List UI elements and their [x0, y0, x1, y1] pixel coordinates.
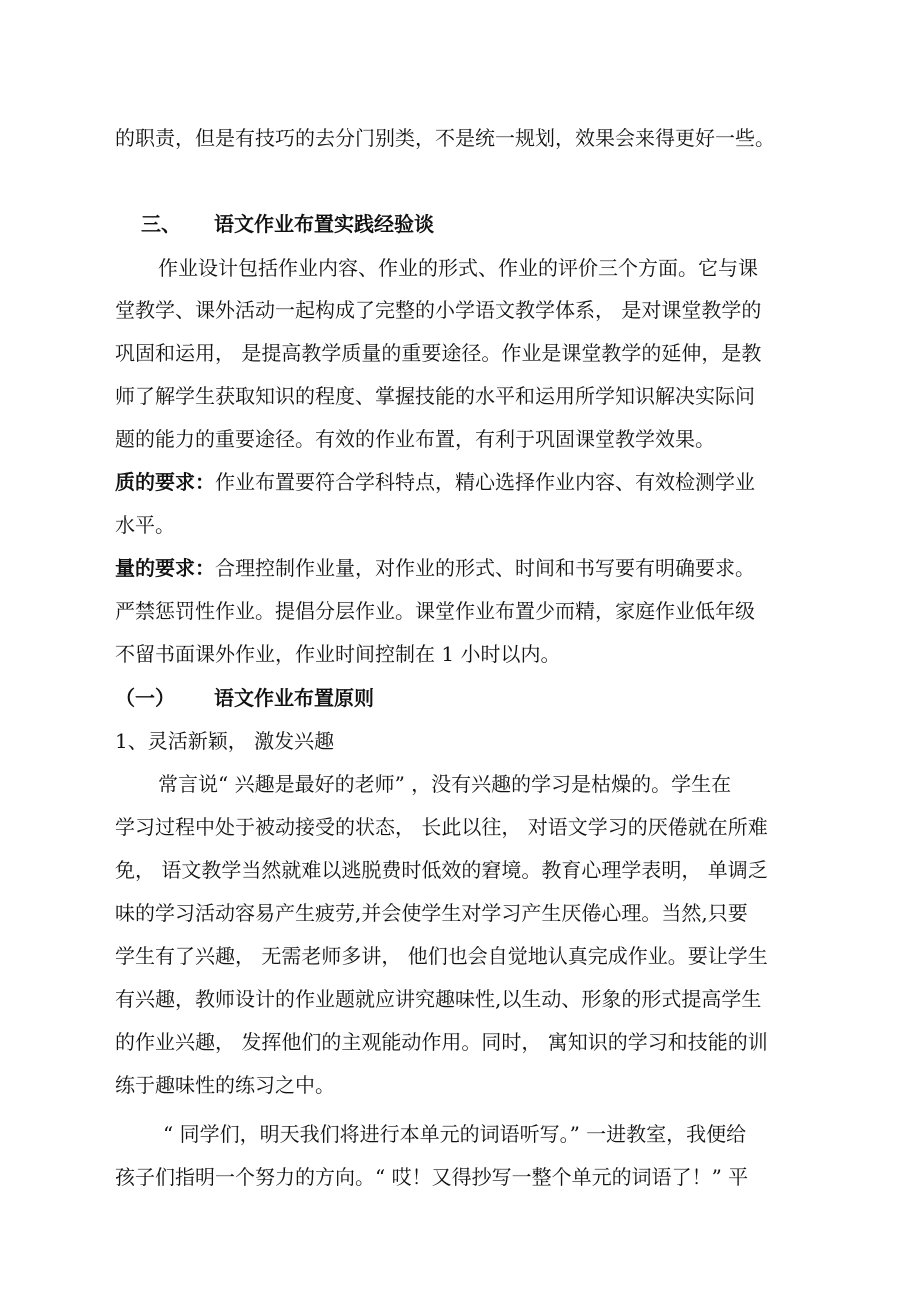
section-title: 语文作业布置实践经验谈 — [214, 212, 434, 236]
quality-text: 作业布置要符合学科特点，精心选择作业内容、有效检测学业 — [215, 470, 755, 494]
carryover-line: 的职责，但是有技巧的去分门别类，不是统一规划，效果会来得更好一些。 — [115, 126, 775, 150]
quantity-requirement — [115, 554, 755, 582]
paragraph-line: 水平。 — [115, 513, 175, 537]
quantity-label: 量的要求： — [115, 556, 215, 580]
paragraph-line: 味的学习活动容易产生疲劳,并会使学生对学习产生厌倦心理。当然,只要 — [115, 901, 748, 925]
paragraph-line: “ 同学们，明天我们将进行本单元的词语听写。” 一进教室，我便给 — [163, 1122, 747, 1146]
subsection-title: 语文作业布置原则 — [214, 686, 374, 710]
principle-heading: 1、灵活新颖， 激发兴趣 — [115, 729, 335, 753]
paragraph-line: 堂教学、课外活动一起构成了完整的小学语文教学体系， 是对课堂教学的 — [115, 298, 762, 322]
quality-label: 质的要求： — [115, 470, 215, 494]
paragraph-line: 常言说“ 兴趣是最好的老师” ，没有兴趣的学习是枯燥的。学生在 — [158, 772, 732, 796]
quality-requirement — [115, 468, 755, 496]
paragraph-line: 的作业兴趣， 发挥他们的主观能动作用。同时， 寓知识的学习和技能的训 — [115, 1030, 768, 1054]
paragraph-line: 师了解学生获取知识的程度、掌握技能的水平和运用所学知识解决实际问 — [115, 384, 755, 408]
paragraph-line: 有兴趣，教师设计的作业题就应讲究趣味性,以生动、形象的形式提高学生 — [115, 987, 762, 1011]
paragraph-line: 练于趣味性的练习之中。 — [115, 1073, 335, 1097]
paragraph-line: 作业设计包括作业内容、作业的形式、作业的评价三个方面。它与课 — [158, 256, 758, 280]
quantity-text: 合理控制作业量，对作业的形式、时间和书写要有明确要求。 — [215, 556, 755, 580]
paragraph-line: 不留书面课外作业，作业时间控制在 1 小时以内。 — [115, 642, 561, 666]
paragraph-line: 学生有了兴趣， 无需老师多讲， 他们也会自觉地认真完成作业。要让学生 — [115, 944, 768, 968]
paragraph-line: 孩子们指明一个努力的方向。“ 哎！又得抄写一整个单元的词语了！” 平 — [115, 1165, 749, 1189]
subsection-number: （一） — [115, 686, 175, 710]
paragraph-line: 巩固和运用， 是提高教学质量的重要途径。作业是课堂教学的延伸，是教 — [115, 341, 762, 365]
paragraph-line: 免， 语文教学当然就难以逃脱费时低效的窘境。教育心理学表明， 单调乏 — [115, 858, 768, 882]
section-number: 三、 — [141, 212, 181, 236]
paragraph-line: 严禁惩罚性作业。提倡分层作业。课堂作业布置少而精，家庭作业低年级 — [115, 599, 755, 623]
paragraph-line: 题的能力的重要途径。有效的作业布置，有利于巩固课堂教学效果。 — [115, 427, 715, 451]
paragraph-line: 学习过程中处于被动接受的状态， 长此以往， 对语文学习的厌倦就在所难 — [115, 815, 768, 839]
